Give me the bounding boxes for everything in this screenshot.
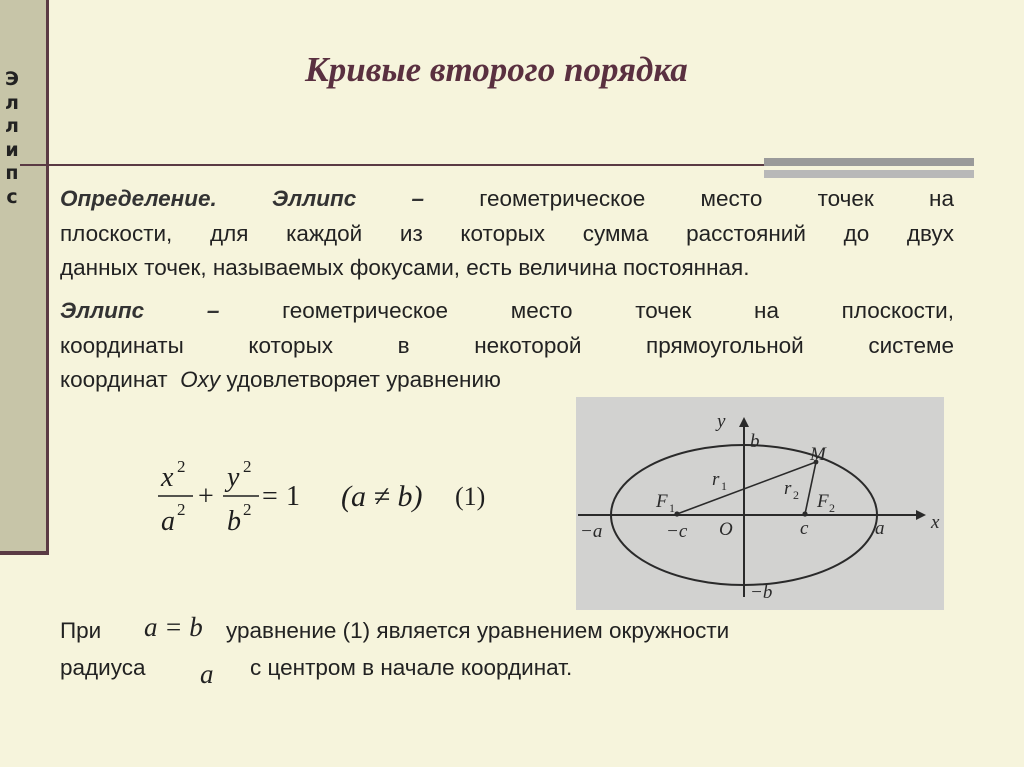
sidebar-vertical-label xyxy=(0,68,24,209)
label-minus-b: −b xyxy=(750,582,773,603)
definition-text: геометрическое место точек на xyxy=(479,186,954,211)
sidebar-letter: л xyxy=(5,115,19,137)
conclusion-line-1 xyxy=(60,612,730,644)
focus-f1-point xyxy=(674,511,679,516)
conclusion-text: уравнение (1) является уравнением окружности xyxy=(226,618,730,643)
formula-exp: 2 xyxy=(243,500,252,519)
definition-line-1 xyxy=(60,182,954,217)
formula-y: y xyxy=(227,462,240,493)
ellipse-line-2: координаты которых в некоторой прямоугольной системе xyxy=(60,332,954,358)
radius-a: a xyxy=(200,659,214,689)
label-c: c xyxy=(800,518,809,539)
divider-accent-dark xyxy=(764,158,974,166)
ellipse-equation xyxy=(155,452,495,542)
conclusion-line-2 xyxy=(60,655,573,689)
title-divider xyxy=(20,164,764,166)
formula-a: a xyxy=(161,506,175,537)
formula-exp: 2 xyxy=(177,500,186,519)
label-r1: r xyxy=(712,469,720,490)
sidebar-letter: с xyxy=(6,185,18,208)
formula-one: 1 xyxy=(286,481,300,512)
sidebar-letter: Э xyxy=(5,68,19,90)
ellipse-line-3-prefix: координат xyxy=(60,367,168,392)
ellipse-text: геометрическое место точек на плоскости, xyxy=(282,298,954,323)
label-minus-c: −c xyxy=(666,521,688,542)
radius-text: с центром в начале координат. xyxy=(250,655,573,680)
label-a: a xyxy=(875,518,885,539)
condition-a-equals-b: a = b xyxy=(144,612,203,642)
label-m: M xyxy=(810,444,826,465)
ellipse-term: Эллипс – xyxy=(60,298,220,323)
formula-condition: (a ≠ b) xyxy=(341,480,423,513)
ellipse-paragraph xyxy=(60,294,954,398)
label-f1-sub: 1 xyxy=(669,501,675,515)
label-r1-sub: 1 xyxy=(721,479,727,493)
label-minus-a: −a xyxy=(580,521,603,542)
label-r2-sub: 2 xyxy=(793,488,799,502)
sidebar-letter: п xyxy=(5,162,19,184)
formula-number: (1) xyxy=(455,482,486,511)
ellipse-diagram xyxy=(576,397,944,610)
label-f2-sub: 2 xyxy=(829,501,835,515)
formula-exp: 2 xyxy=(177,457,186,476)
coord-system-label: Oxy xyxy=(180,367,221,392)
sidebar-letter: и xyxy=(5,138,19,161)
label-f2: F xyxy=(817,491,829,512)
divider-accent-light xyxy=(764,170,974,178)
ellipse-line-1 xyxy=(60,294,954,329)
focus-f2-point xyxy=(802,511,807,516)
formula-x: x xyxy=(161,462,174,493)
label-origin: O xyxy=(719,519,733,540)
definition-line-2: плоскости, для каждой из которых сумма расстояний до двух xyxy=(60,220,954,246)
conclusion-prefix: При xyxy=(60,618,102,643)
definition-paragraph xyxy=(60,182,954,286)
definition-term: Определение. Эллипс – xyxy=(60,186,425,211)
figure-background xyxy=(576,397,944,610)
formula-exp: 2 xyxy=(243,457,252,476)
label-r2: r xyxy=(784,478,792,499)
ellipse-line-3 xyxy=(60,363,954,398)
sidebar-bottom-line xyxy=(0,551,49,555)
sidebar-letter: л xyxy=(5,91,19,114)
formula-plus: + xyxy=(198,481,214,512)
label-y: y xyxy=(717,411,726,432)
definition-line-3: данных точек, называемых фокусами, есть величина постоянная. xyxy=(60,255,750,280)
label-f1: F xyxy=(656,491,668,512)
label-x: x xyxy=(931,512,940,533)
page-title: Кривые второго порядка xyxy=(305,50,688,89)
formula-b: b xyxy=(227,506,241,537)
formula-equals: = xyxy=(262,481,278,512)
ellipse-figure xyxy=(576,397,944,610)
ellipse-line-3-rest: удовлетворяет уравнению xyxy=(226,367,501,392)
radius-prefix: радиуса xyxy=(60,655,146,680)
label-b: b xyxy=(750,431,760,452)
